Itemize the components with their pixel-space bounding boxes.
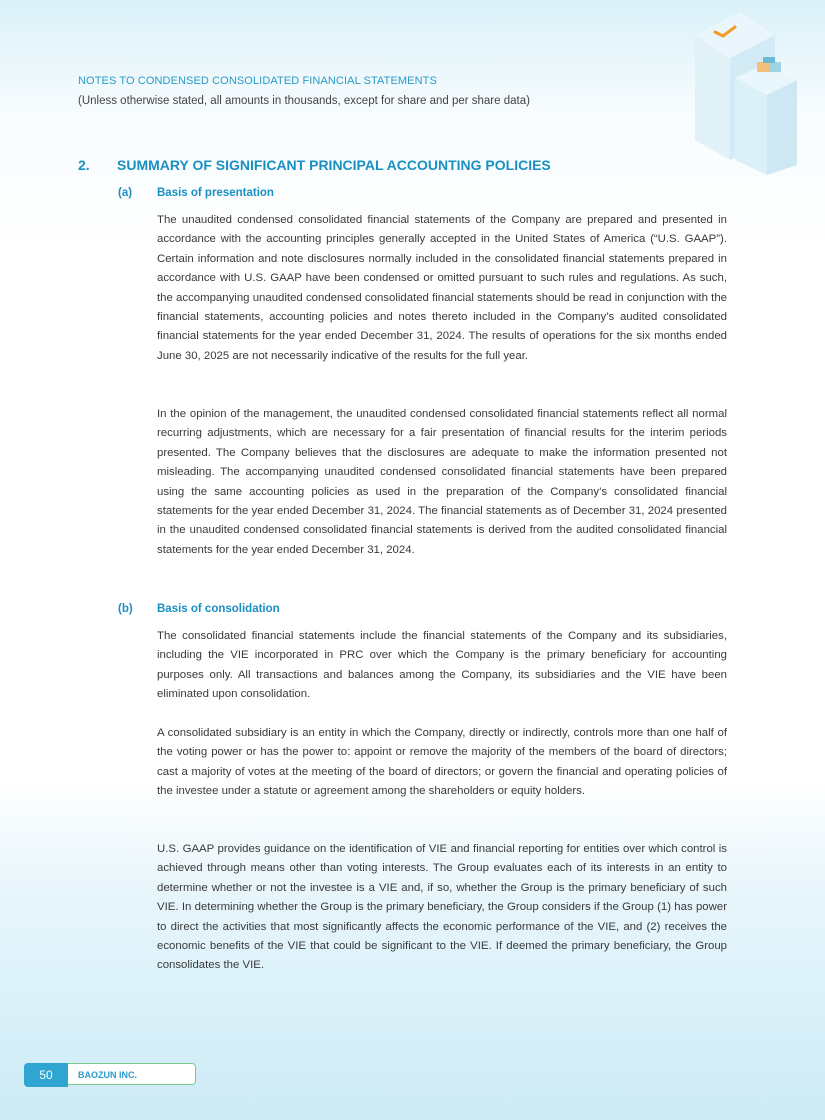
- running-header-subtitle: (Unless otherwise stated, all amounts in thousands, except for share and per share data): [78, 95, 530, 107]
- section-number: 2.: [78, 157, 90, 173]
- subsection-letter: (a): [118, 187, 133, 199]
- paragraph: A consolidated subsidiary is an entity in which the Company, directly or indirectly, controls more than one half of the voting power or has the power to: appoint or remove the majority of the members of the board of directors; cast a majority of votes at the meeting of the board of directors; or govern the financial and operating policies of the investee under a statute or agreement among the shareholders or equity holders.: [157, 727, 727, 798]
- page-number: 50: [24, 1063, 68, 1087]
- section-heading: [78, 157, 728, 173]
- section-title: SUMMARY OF SIGNIFICANT PRINCIPAL ACCOUNTING POLICIES: [117, 157, 551, 173]
- running-header-title: NOTES TO CONDENSED CONSOLIDATED FINANCIAL STATEMENTS: [78, 75, 437, 87]
- paragraph: In the opinion of the management, the unaudited condensed consolidated financial statements reflect all normal recurring adjustments, which are necessary for a fair presentation of financial results for the interim periods presented. The Company believes that the disclosures are adequate to make the information presented not misleading. The accompanying unaudited condensed consolidated financial statements have been prepared using the same accounting policies as used in the preparation of the Company’s consolidated financial statements for the year ended December 31, 2024. The financial statements as of December 31, 2024 presented in the unaudited condensed consolidated financial statements is derived from the audited consolidated financial statements for the year ended December 31, 2024.: [157, 408, 727, 556]
- subsection-title: Basis of consolidation: [157, 603, 280, 615]
- company-name: BAOZUN INC.: [68, 1063, 196, 1085]
- subsection-letter: (b): [118, 603, 133, 615]
- decorative-building-illustration: [685, 0, 825, 175]
- paragraph: U.S. GAAP provides guidance on the identification of VIE and financial reporting for entities over which control is achieved through means other than voting interests. The Group evaluates each of its interests in an entity to determine whether or not the investee is a VIE and, if so, whether the Group is the primary beneficiary of such VIE. In determining whether the Group is the primary beneficiary, the Group considers if the Group (1) has power to direct the activities that most significantly affects the economic performance of the VIE, and (2) receives the economic benefits of the VIE that could be significant to the VIE. If deemed the primary beneficiary, the Group consolidates the VIE.: [157, 843, 727, 972]
- subsection-heading-a: [118, 187, 718, 199]
- subsection-heading-b: [118, 603, 718, 615]
- subsection-title: Basis of presentation: [157, 187, 274, 199]
- paragraph: The consolidated financial statements include the financial statements of the Company and its subsidiaries, including the VIE incorporated in PRC over which the Company is the primary beneficiary for accounting purposes only. All transactions and balances among the Company, its subsidiaries and the VIE have been eliminated upon consolidation.: [157, 630, 727, 701]
- paragraph: The unaudited condensed consolidated financial statements of the Company are prepared and presented in accordance with the accounting principles generally accepted in the United States of America (“U.S. GAAP”). Certain information and note disclosures normally included in the consolidated financial statements prepared in accordance with U.S. GAAP have been condensed or omitted pursuant to such rules and regulations. As such, the accompanying unaudited condensed consolidated financial statements should be read in conjunction with the financial statements, accounting policies and notes thereto included in the Company’s audited consolidated financial statements for the year ended December 31, 2024. The results of operations for the six months ended June 30, 2025 are not necessarily indicative of the results for the full year.: [157, 214, 727, 362]
- page-footer: [24, 1063, 198, 1087]
